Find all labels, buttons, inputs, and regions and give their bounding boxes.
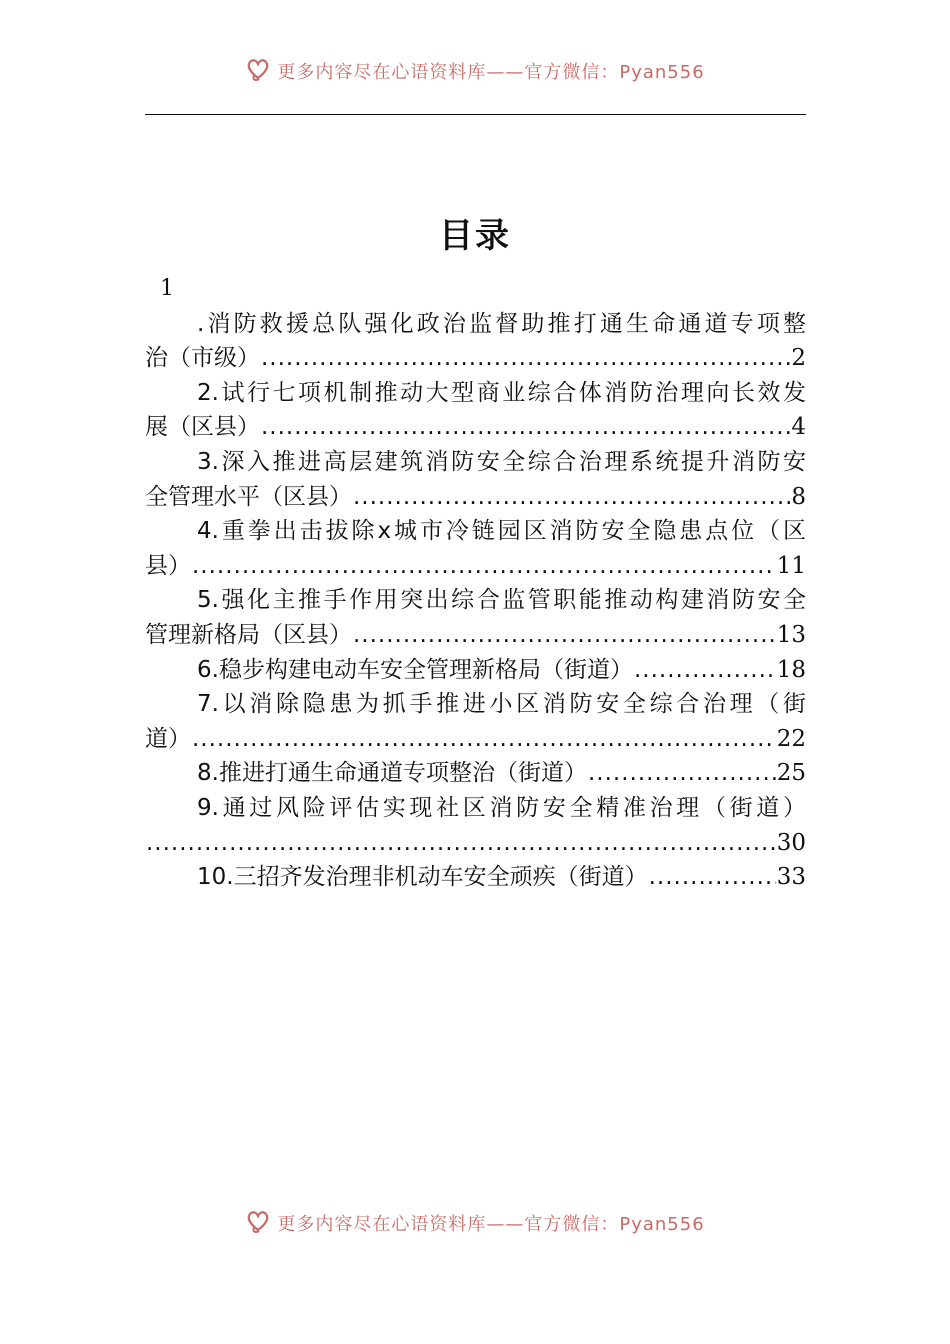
toc-entries — [145, 307, 806, 895]
toc-entry-title: 9.通过风险评估实现社区消防安全精准治理（街道） — [197, 794, 806, 821]
toc-page-number: 11 — [776, 552, 806, 579]
toc-page-number: 30 — [776, 829, 806, 856]
toc-page-number: 22 — [776, 725, 806, 752]
toc-page-number: 2 — [791, 345, 806, 372]
toc-page-number: 8 — [791, 483, 806, 510]
heart-logo-icon — [245, 1208, 271, 1238]
toc-entry-title: 2.试行七项机制推动大型商业综合体消防治理向长效发 — [197, 379, 806, 406]
toc-entry-title-cont: 10.三招齐发治理非机动车安全顽疾（街道） — [197, 864, 648, 891]
toc-entry[interactable] — [145, 376, 806, 445]
toc-entry-leader-line — [145, 756, 806, 791]
toc-entry-title-cont: 县） — [145, 552, 191, 579]
toc-entry-title-cont: 治（市级） — [145, 345, 260, 372]
toc-entry-title-cont: 全管理水平（区县） — [145, 483, 352, 510]
toc-entry-title: 5.强化主推手作用突出综合监管职能推动构建消防安全 — [197, 587, 806, 614]
toc-entry[interactable] — [145, 445, 806, 514]
table-of-contents — [145, 272, 806, 895]
toc-entry[interactable] — [145, 307, 806, 376]
toc-dot-leader — [353, 480, 790, 515]
footer-banner — [0, 1208, 950, 1238]
toc-entry-title: .消防救援总队强化政治监督助推打通生命通道专项整 — [197, 310, 806, 337]
toc-entry-title: 7.以消除隐患为抓手推进小区消防安全综合治理（街 — [197, 691, 806, 718]
toc-dot-leader — [261, 341, 790, 376]
toc-entry-leader-line — [145, 549, 806, 584]
toc-dot-leader — [192, 722, 776, 757]
page-title: 目录 — [439, 216, 511, 256]
toc-entry[interactable] — [145, 583, 806, 652]
toc-entry-leader-line — [145, 480, 806, 515]
toc-entry-title-cont: 6.稳步构建电动车安全管理新格局（街道） — [197, 656, 633, 683]
banner-text: 更多内容尽在心语资料库——官方微信：Pyan556 — [277, 1214, 705, 1235]
toc-entry-title: 4.重拳出击拔除x城市冷链园区消防安全隐患点位（区 — [197, 518, 806, 545]
toc-entry-leader-line — [145, 826, 806, 861]
toc-dot-leader — [261, 410, 790, 445]
toc-entry[interactable] — [145, 687, 806, 756]
toc-page-number: 33 — [776, 864, 806, 891]
toc-page-number: 13 — [776, 621, 806, 648]
toc-entry-leader-line — [145, 341, 806, 376]
toc-entry[interactable] — [145, 860, 806, 895]
header-rule — [145, 114, 806, 115]
heart-logo-icon — [245, 56, 271, 86]
toc-dot-leader — [353, 618, 776, 653]
toc-entry-leader-line — [145, 722, 806, 757]
toc-page-number: 4 — [791, 414, 806, 441]
toc-entry[interactable] — [145, 653, 806, 688]
toc-entry-leader-line — [145, 860, 806, 895]
toc-entry-leader-line — [145, 618, 806, 653]
toc-entry-title-cont: 道） — [145, 725, 191, 752]
toc-entry[interactable] — [145, 756, 806, 791]
toc-entry-title-cont: 展（区县） — [145, 414, 260, 441]
toc-entry[interactable] — [145, 791, 806, 860]
toc-dot-leader — [146, 826, 776, 861]
toc-entry-title: 3.深入推进高层建筑消防安全综合治理系统提升消防安 — [197, 448, 806, 475]
toc-dot-leader — [649, 860, 776, 895]
toc-entry[interactable] — [145, 514, 806, 583]
toc-dot-leader — [192, 549, 776, 584]
header-banner — [0, 56, 950, 86]
toc-entry-leader-line — [145, 410, 806, 445]
toc-entry-leader-line — [145, 653, 806, 688]
toc-dot-leader — [588, 756, 776, 791]
toc-page-number: 18 — [776, 656, 806, 683]
toc-entry-title-cont: 8.推进打通生命通道专项整治（街道） — [197, 760, 587, 787]
toc-first-number: 1 — [160, 276, 174, 301]
toc-entry-title-cont: 管理新格局（区县） — [145, 621, 352, 648]
banner-text: 更多内容尽在心语资料库——官方微信：Pyan556 — [277, 62, 705, 83]
toc-dot-leader — [634, 653, 776, 688]
toc-page-number: 25 — [776, 760, 806, 787]
